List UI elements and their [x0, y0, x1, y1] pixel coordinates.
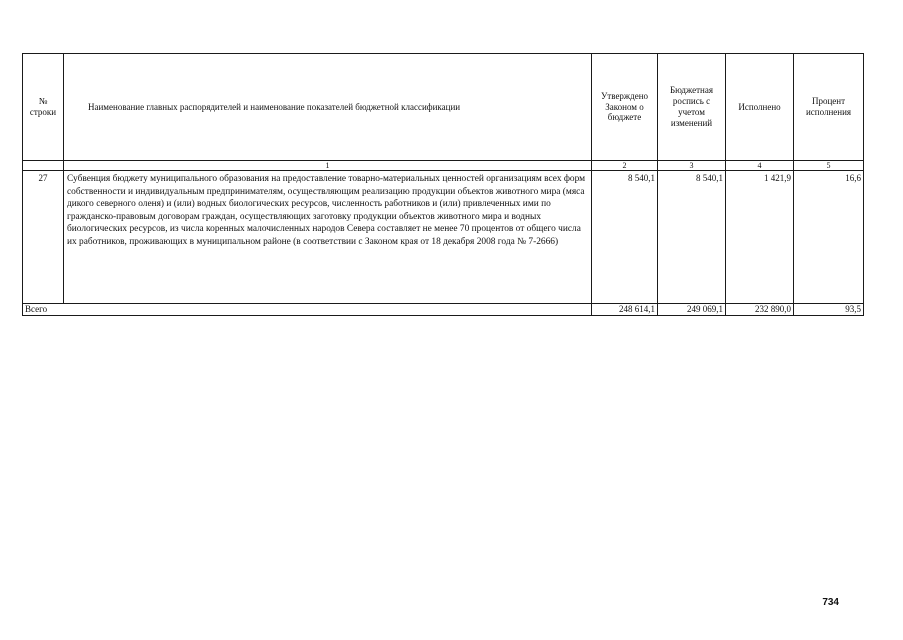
table-row: [23, 171, 864, 304]
column-number: 4: [726, 161, 794, 171]
total-executed: 232 890,0: [726, 304, 794, 316]
total-row: [23, 304, 864, 316]
row-description: Субвенция бюджету муниципального образования на предоставление товарно-материальных ценностей организациям всех форм собственности и индивидуальным предпринимателям, осуществляющим реализацию продукции объектов животного мира (мяса дикого северного оленя) и (или) водных биологических ресурсов, численность работников и (или) привлеченных ими по гражданско-правовым договорам граждан, осуществляющих заготовку продукции объектов животного мира и водных биологических ресурсов, из числа коренных малочисленных народов Севера составляет не менее 70 процентов от общего числа их работников, проживающих в муниципальном районе (в соответствии с Законом края от 18 декабря 2008 года № 7-2666): [64, 171, 592, 304]
column-number: 5: [794, 161, 864, 171]
row-number: 27: [23, 171, 64, 304]
header-row-number: № строки: [23, 54, 64, 161]
total-filler: [64, 304, 592, 316]
row-approved: 8 540,1: [592, 171, 658, 304]
header-percent: Процент исполнения: [794, 54, 864, 161]
header-approved: Утверждено Законом о бюджете: [592, 54, 658, 161]
header-name: Наименование главных распорядителей и наименование показателей бюджетной классификации: [64, 54, 592, 161]
column-number: 2: [592, 161, 658, 171]
column-number-blank: [23, 161, 64, 171]
budget-execution-table: [22, 53, 864, 316]
column-number: 3: [658, 161, 726, 171]
total-label: Всего: [23, 304, 64, 316]
column-number-row: [23, 161, 864, 171]
row-budget-list: 8 540,1: [658, 171, 726, 304]
row-executed: 1 421,9: [726, 171, 794, 304]
row-percent: 16,6: [794, 171, 864, 304]
header-budget-list: Бюджетная роспись с учетом изменений: [658, 54, 726, 161]
total-budget-list: 249 069,1: [658, 304, 726, 316]
page-number: 734: [822, 597, 839, 608]
total-approved: 248 614,1: [592, 304, 658, 316]
total-percent: 93,5: [794, 304, 864, 316]
column-number: 1: [64, 161, 592, 171]
header-executed: Исполнено: [726, 54, 794, 161]
table-header-row: [23, 54, 864, 161]
